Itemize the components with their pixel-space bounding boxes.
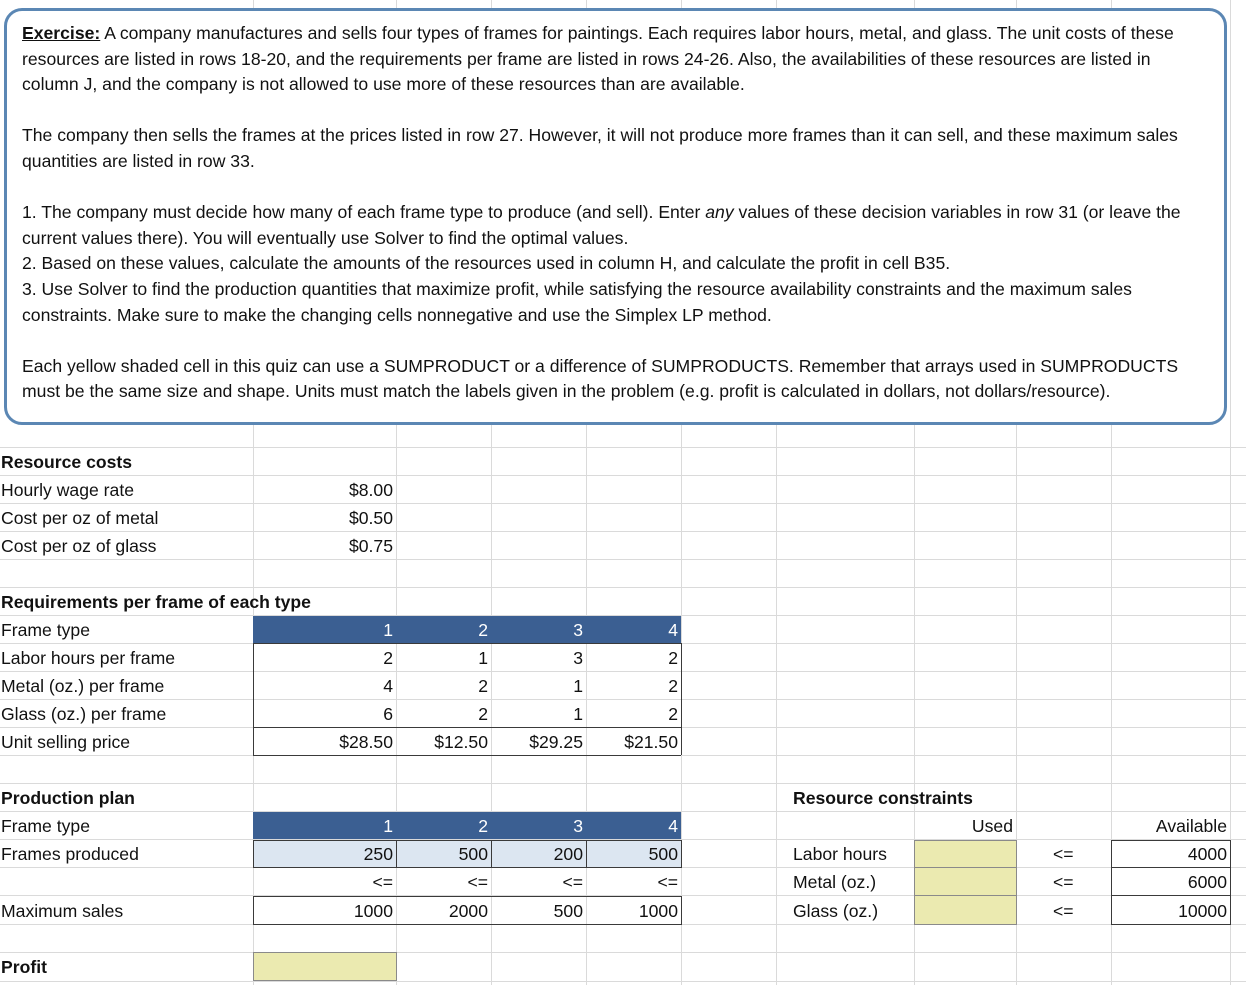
metal-constraint-label: Metal (oz.) xyxy=(793,872,877,892)
glass-constraint-label: Glass (oz.) xyxy=(793,901,879,921)
exercise-textbox[interactable] xyxy=(4,8,1227,425)
frames-produced-1[interactable]: 250 xyxy=(363,844,393,864)
production-plan-title: Production plan xyxy=(1,788,135,808)
glass-available[interactable]: 10000 xyxy=(1178,901,1227,921)
max-sales-1[interactable]: 1000 xyxy=(353,901,393,921)
prod-frame-type-1[interactable]: 1 xyxy=(383,816,393,836)
labor-hours-2[interactable]: 1 xyxy=(478,648,488,668)
req-frame-type-3[interactable]: 3 xyxy=(573,620,583,640)
max-sales-2[interactable]: 2000 xyxy=(448,901,488,921)
profit-cell[interactable] xyxy=(253,952,397,981)
step1-text-a: 1. The company must decide how many of each frame type to produce (and sell). Enter xyxy=(22,202,706,223)
frames-produced-2[interactable]: 500 xyxy=(458,844,488,864)
profit-label: Profit xyxy=(1,957,47,977)
hourly-wage-value[interactable]: $8.00 xyxy=(348,480,393,500)
labor-constraint-label: Labor hours xyxy=(793,844,887,864)
exercise-paragraph-2: The company then sells the frames at the prices listed in row 27. However, it will not produce more frames than it can sell, and these maximum sales quantities are listed in row 33. xyxy=(22,125,1178,171)
step1-emphasis: any xyxy=(705,202,734,223)
metal-per-frame-2[interactable]: 2 xyxy=(478,676,488,696)
glass-per-frame-label: Glass (oz.) per frame xyxy=(1,704,167,724)
glass-le[interactable]: <= xyxy=(1053,901,1074,921)
max-sales-label: Maximum sales xyxy=(1,901,124,921)
metal-used-cell[interactable] xyxy=(914,869,1016,896)
metal-per-frame-1[interactable]: 4 xyxy=(383,676,393,696)
glass-per-frame-1[interactable]: 6 xyxy=(383,704,393,724)
frames-produced-4[interactable]: 500 xyxy=(648,844,678,864)
metal-per-frame-3[interactable]: 1 xyxy=(573,676,583,696)
labor-le[interactable]: <= xyxy=(1053,844,1074,864)
used-header: Used xyxy=(971,816,1013,836)
sales-le-3[interactable]: <= xyxy=(562,872,583,892)
exercise-step-3: 3. Use Solver to find the production quantities that maximize profit, while satisfying the resource availability constraints and the maximum sales constraints. Make sure to make the changing cells nonnegative and use the Simplex LP method. xyxy=(22,278,1132,325)
exercise-paragraph-4: Each yellow shaded cell in this quiz can use a SUMPRODUCT or a difference of SUMPRODUCTS. Remember that arrays used in SUMPRODUCTS must be the same size and shape. Units must match the labels given in the problem (e.g. profit is calculated in dollars, not dollars/resource). xyxy=(22,355,1179,402)
max-sales-3[interactable]: 500 xyxy=(553,901,583,921)
unit-price-2[interactable]: $12.50 xyxy=(434,732,488,752)
labor-hours-label: Labor hours per frame xyxy=(1,648,176,668)
labor-hours-1[interactable]: 2 xyxy=(383,648,393,668)
labor-hours-4[interactable]: 2 xyxy=(668,648,678,668)
metal-cost-value[interactable]: $0.50 xyxy=(348,508,393,528)
req-frame-type-2[interactable]: 2 xyxy=(478,620,488,640)
exercise-step-1 xyxy=(22,200,1210,251)
glass-cost-value[interactable]: $0.75 xyxy=(348,536,393,556)
metal-cost-label: Cost per oz of metal xyxy=(1,508,159,528)
labor-available[interactable]: 4000 xyxy=(1187,844,1227,864)
prod-frame-type-2[interactable]: 2 xyxy=(478,816,488,836)
unit-price-3[interactable]: $29.25 xyxy=(529,732,583,752)
frames-produced-3[interactable]: 200 xyxy=(553,844,583,864)
glass-per-frame-4[interactable]: 2 xyxy=(668,704,678,724)
prod-frame-type-3[interactable]: 3 xyxy=(573,816,583,836)
glass-used-cell[interactable] xyxy=(914,898,1016,925)
resource-costs-title: Resource costs xyxy=(1,452,133,472)
req-border xyxy=(253,643,681,644)
labor-hours-3[interactable]: 3 xyxy=(573,648,583,668)
req-border xyxy=(681,643,682,755)
exercise-text-1: A company manufactures and sells four types of frames for paintings. Each requires labor hours, metal, and glass. The unit costs of these resources are listed in rows 18-20, and the requirements per frame are listed in rows 24-26. Also, the availabilities of these resources are listed in column J, and the company is not allowed to use more of these resources than are available. xyxy=(22,23,1174,95)
exercise-label: Exercise: xyxy=(22,23,101,43)
labor-used-cell[interactable] xyxy=(914,841,1016,868)
max-sales-4[interactable]: 1000 xyxy=(638,901,678,921)
prod-frame-type-label: Frame type xyxy=(1,816,90,836)
unit-price-1[interactable]: $28.50 xyxy=(339,732,393,752)
available-header: Available xyxy=(1155,816,1227,836)
unit-price-label: Unit selling price xyxy=(1,732,131,752)
glass-per-frame-3[interactable]: 1 xyxy=(573,704,583,724)
glass-per-frame-2[interactable]: 2 xyxy=(478,704,488,724)
req-frame-type-4[interactable]: 4 xyxy=(668,620,678,640)
unit-price-4[interactable]: $21.50 xyxy=(624,732,678,752)
sales-le-1[interactable]: <= xyxy=(372,872,393,892)
sales-le-2[interactable]: <= xyxy=(467,872,488,892)
sales-le-4[interactable]: <= xyxy=(657,872,678,892)
metal-per-frame-4[interactable]: 2 xyxy=(668,676,678,696)
resource-constraints-title: Resource constraints xyxy=(793,788,973,808)
glass-cost-label: Cost per oz of glass xyxy=(1,536,157,556)
metal-le[interactable]: <= xyxy=(1053,872,1074,892)
req-frame-type-1[interactable]: 1 xyxy=(383,620,393,640)
frames-produced-label: Frames produced xyxy=(1,844,139,864)
metal-available[interactable]: 6000 xyxy=(1187,872,1227,892)
exercise-paragraph-1 xyxy=(22,21,1210,98)
requirements-title: Requirements per frame of each type xyxy=(1,592,311,612)
exercise-step-2: 2. Based on these values, calculate the amounts of the resources used in column H, and calculate the profit in cell B35. xyxy=(22,253,951,274)
prod-frame-type-4[interactable]: 4 xyxy=(668,816,678,836)
hourly-wage-label: Hourly wage rate xyxy=(1,480,134,500)
req-frame-type-label: Frame type xyxy=(1,620,90,640)
metal-per-frame-label: Metal (oz.) per frame xyxy=(1,676,165,696)
step1-text-b: values of these decision variables in row 31 (or leave the current values there). You will eventually use Solver to find the optimal values. xyxy=(22,202,1181,248)
